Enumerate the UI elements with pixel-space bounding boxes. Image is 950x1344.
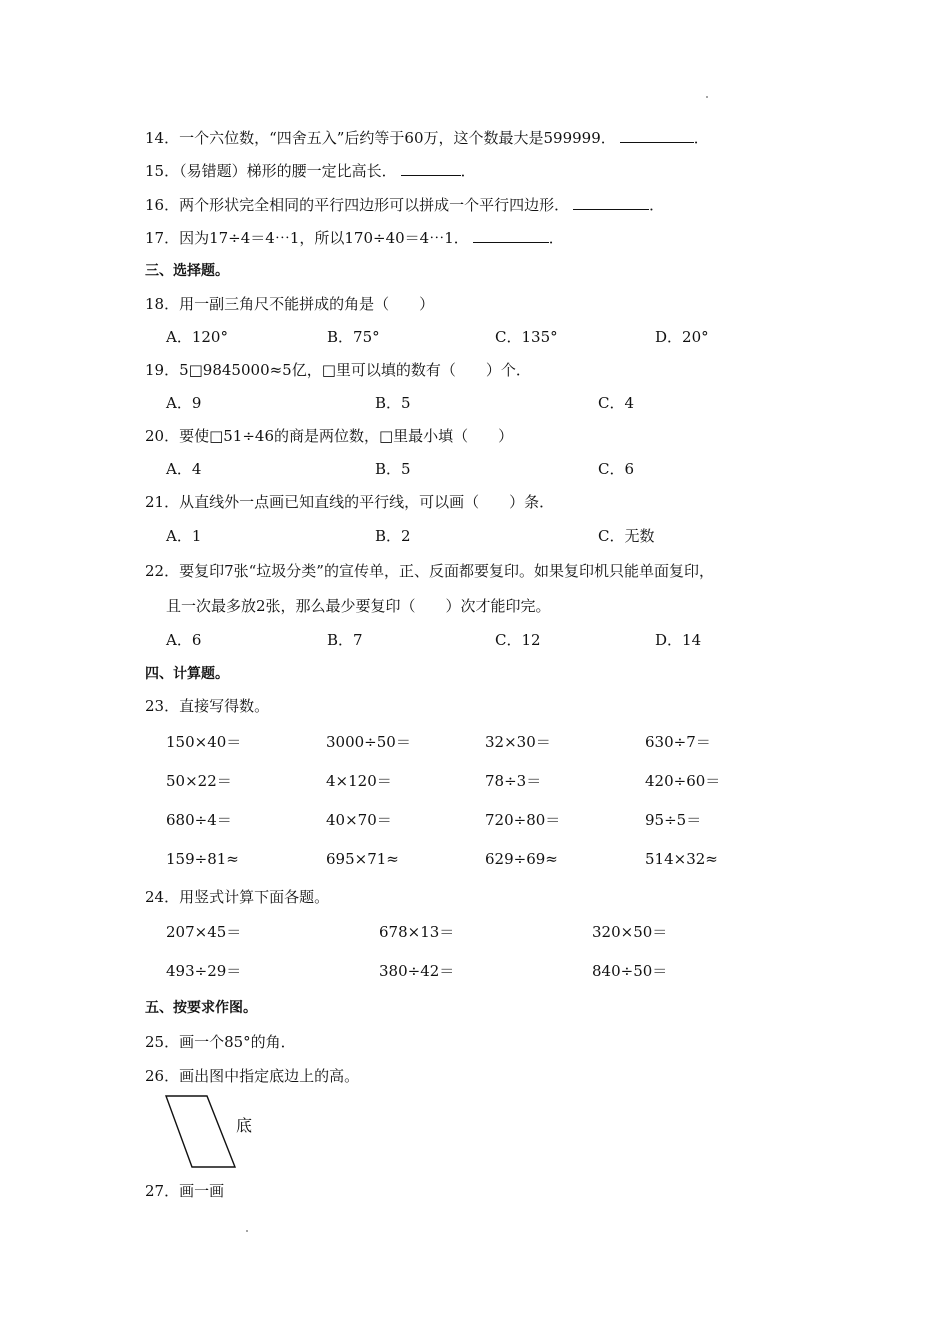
decor-dot-bottom: [246, 1230, 248, 1232]
answer-blank-17[interactable]: [473, 228, 549, 243]
period: ．: [649, 196, 665, 214]
question-15: [145, 161, 476, 181]
option-22-d[interactable]: D．14: [655, 631, 702, 649]
option-18-b[interactable]: B．75°: [327, 328, 380, 346]
question-17: [145, 228, 564, 248]
option-20-b[interactable]: B．5: [375, 460, 411, 478]
question-22-line1: 22．要复印7张“垃圾分类”的宣传单，正、反面都要复印。如果复印机只能单面复印，: [145, 562, 714, 580]
calc-24-1-3: 320×50＝: [592, 923, 668, 941]
calc-23-1-1: 150×40＝: [166, 733, 242, 751]
answer-blank-15[interactable]: [401, 161, 461, 176]
option-21-b[interactable]: B．2: [375, 527, 411, 545]
option-18-d[interactable]: D．20°: [655, 328, 709, 346]
section-title-3: 三、选择题。: [145, 263, 229, 279]
question-23-text: 23．直接写得数。: [145, 697, 270, 715]
question-18-text: 18．用一副三角尺不能拼成的角是（ ）: [145, 295, 435, 313]
calc-23-2-4: 420÷60＝: [645, 772, 721, 790]
option-22-a[interactable]: A．6: [166, 631, 202, 649]
option-21-c[interactable]: C．无数: [598, 527, 655, 545]
calc-23-3-3: 720÷80＝: [485, 811, 561, 829]
calc-23-1-3: 32×30＝: [485, 733, 551, 751]
decor-dot-top: [706, 96, 708, 98]
parallelogram-shape: [166, 1096, 235, 1167]
calc-23-4-4: 514×32≈: [645, 850, 718, 868]
calc-23-1-4: 630÷7＝: [645, 733, 711, 751]
option-22-c[interactable]: C．12: [495, 631, 541, 649]
option-20-c[interactable]: C．6: [598, 460, 635, 478]
period: ．: [693, 129, 709, 147]
answer-blank-14[interactable]: [620, 128, 694, 143]
option-18-a[interactable]: A．120°: [166, 328, 228, 346]
question-14: [145, 128, 709, 148]
question-16-text: 16．两个形状完全相同的平行四边形可以拼成一个平行四边形．: [145, 196, 570, 214]
question-21-text: 21．从直线外一点画已知直线的平行线，可以画（ ）条．: [145, 493, 555, 511]
question-25-text: 25．画一个85°的角．: [145, 1033, 296, 1051]
question-22-line2: 且一次最多放2张，那么最少要复印（ ）次才能印完。: [166, 597, 551, 615]
parallelogram-figure: [158, 1092, 248, 1172]
question-24-text: 24．用竖式计算下面各题。: [145, 888, 330, 906]
section-title-5: 五、按要求作图。: [145, 1000, 257, 1016]
option-19-c[interactable]: C．4: [598, 394, 635, 412]
section-title-4: 四、计算题。: [145, 666, 229, 682]
question-20-text: 20．要使□51÷46的商是两位数，□里最小填（ ）: [145, 427, 514, 445]
question-27-text: 27．画一画: [145, 1182, 225, 1200]
calc-23-3-1: 680÷4＝: [166, 811, 232, 829]
calc-23-2-1: 50×22＝: [166, 772, 232, 790]
option-20-a[interactable]: A．4: [166, 460, 202, 478]
period: ．: [460, 162, 476, 180]
option-22-b[interactable]: B．7: [327, 631, 363, 649]
base-label: 底: [236, 1116, 253, 1135]
option-19-a[interactable]: A．9: [166, 394, 202, 412]
question-14-text: 14．一个六位数，“四舍五入”后约等于60万，这个数最大是599999．: [145, 129, 616, 147]
question-16: [145, 195, 664, 215]
calc-23-3-2: 40×70＝: [326, 811, 392, 829]
question-26-text: 26．画出图中指定底边上的高。: [145, 1067, 360, 1085]
calc-23-1-2: 3000÷50＝: [326, 733, 411, 751]
answer-blank-16[interactable]: [573, 195, 649, 210]
calc-24-2-2: 380÷42＝: [379, 962, 455, 980]
question-17-text: 17．因为17÷4＝4⋯1，所以170÷40＝4⋯1．: [145, 229, 469, 247]
calc-24-1-1: 207×45＝: [166, 923, 242, 941]
calc-23-2-2: 4×120＝: [326, 772, 392, 790]
calc-24-2-1: 493÷29＝: [166, 962, 242, 980]
question-15-text: 15．（易错题）梯形的腰一定比高长．: [145, 162, 397, 180]
option-21-a[interactable]: A．1: [166, 527, 202, 545]
option-19-b[interactable]: B．5: [375, 394, 411, 412]
calc-23-4-3: 629÷69≈: [485, 850, 558, 868]
calc-24-2-3: 840÷50＝: [592, 962, 668, 980]
calc-23-4-2: 695×71≈: [326, 850, 399, 868]
question-19-text: 19．5□9845000≈5亿，□里可以填的数有（ ）个．: [145, 361, 531, 379]
calc-24-1-2: 678×13＝: [379, 923, 455, 941]
calc-23-3-4: 95÷5＝: [645, 811, 702, 829]
option-18-c[interactable]: C．135°: [495, 328, 558, 346]
calc-23-4-1: 159÷81≈: [166, 850, 239, 868]
calc-23-2-3: 78÷3＝: [485, 772, 542, 790]
period: ．: [548, 229, 564, 247]
